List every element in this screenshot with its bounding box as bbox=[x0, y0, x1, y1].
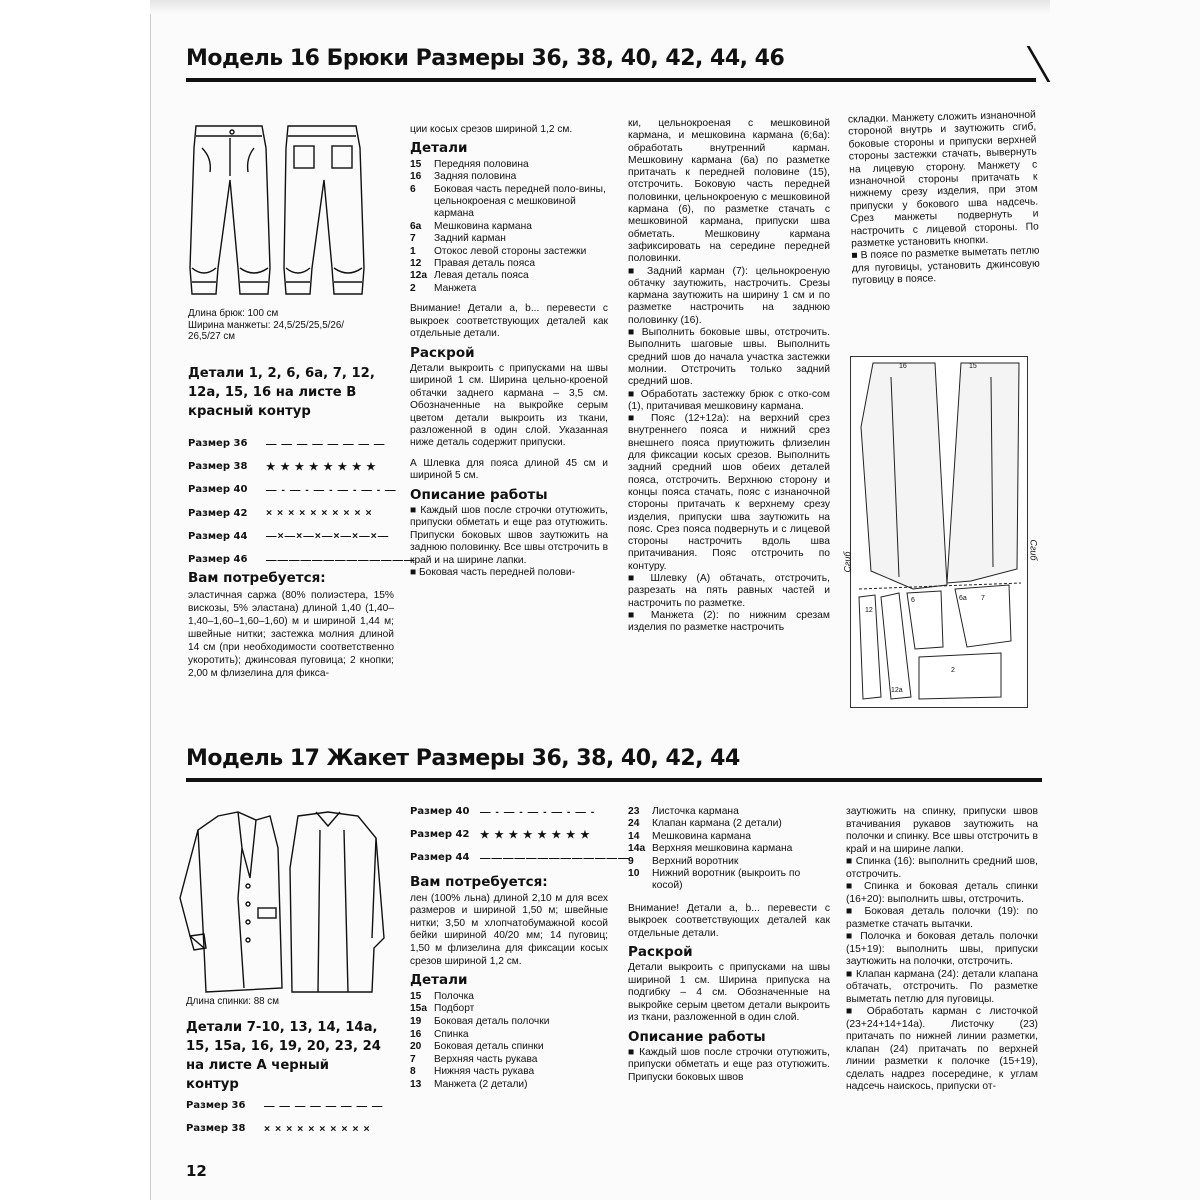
caption-line: Ширина манжеты: 24,5/25/25,5/26/ bbox=[188, 319, 345, 331]
size-row bbox=[186, 1117, 378, 1140]
size-line: — — — — — — — — bbox=[264, 1099, 384, 1112]
work-text: ■ Каждый шов после строчки отутюжить, припуски обметать и еще раз отутюжить. Припуски боковых швов bbox=[628, 1046, 830, 1083]
detail-item: 9 Верхний воротник bbox=[628, 855, 739, 867]
caption-line: 26,5/27 см bbox=[188, 331, 236, 342]
pattern-label: Сгиб bbox=[1028, 539, 1039, 561]
model17-caption: Длина спинки: 88 см bbox=[186, 996, 279, 1007]
details-heading: Детали bbox=[410, 140, 468, 157]
size-label: Размер 36 bbox=[186, 1100, 246, 1112]
cut-heading: Раскрой bbox=[410, 344, 475, 361]
detail-item: 20 Боковая деталь спинки bbox=[410, 1041, 544, 1053]
detail-item: 2 Манжета bbox=[410, 282, 477, 294]
detail-item: 13 Манжета (2 детали) bbox=[410, 1078, 528, 1090]
model17-rule bbox=[186, 778, 1042, 782]
size-label: Размер 40 bbox=[188, 484, 248, 496]
attention-note: Внимание! Детали a, b... перевести с выкроек соответствующих деталей как отдельные детали. bbox=[410, 303, 608, 340]
materials-heading: Вам потребуется: bbox=[410, 874, 548, 890]
work-heading: Описание работы bbox=[410, 486, 548, 503]
size-line: ————————————— bbox=[266, 553, 416, 566]
size-label: Размер 44 bbox=[410, 852, 470, 864]
pattern-label: 16 bbox=[899, 363, 907, 370]
model17-column-2 bbox=[410, 876, 608, 1092]
size-label: Размер 38 bbox=[186, 1123, 246, 1135]
detail-item: 14а Верхняя мешковина кармана bbox=[628, 843, 793, 855]
detail-item: 1 Отокос левой стороны застежки bbox=[410, 245, 587, 257]
page-top-edge bbox=[150, 0, 1050, 14]
model16-column-2 bbox=[410, 124, 608, 579]
pattern-label: 12а bbox=[891, 687, 903, 694]
model16-title: Модель 16 Брюки Размеры 36, 38, 40, 42, 44, 46 bbox=[186, 46, 785, 71]
size-line: × × × × × × × × × × bbox=[264, 1122, 371, 1135]
pattern-label: Сгиб bbox=[842, 551, 853, 573]
size-row bbox=[188, 432, 384, 455]
detail-item: 19 Боковая деталь полочки bbox=[410, 1015, 550, 1027]
model16-column-4 bbox=[848, 110, 1040, 289]
pattern-shapes bbox=[851, 357, 1026, 706]
materials-text: эластичная саржа (80% полиэстера, 15% вискозы, 5% эластана) длиной 1,40 (1,40–1,40–1,60–1,60–1,60) м и шириной 1,44 м; швейные нитки; застежка молния длиной 14 см (при необходимости соответственно укоротить); джинсовая пуговица; 2 кнопки; 2,00 м флизелина для фикса- bbox=[188, 589, 394, 679]
size-label: Размер 42 bbox=[188, 507, 248, 519]
materials-heading: Вам потребуется: bbox=[188, 570, 326, 586]
detail-item: 8 Нижняя часть рукава bbox=[410, 1066, 535, 1078]
detail-item: 23 Листочка кармана bbox=[628, 806, 739, 817]
model16-materials bbox=[188, 572, 394, 680]
work-text: заутюжить на спинку, припуски швов втачивания рукавов заутюжить на полочки и спинку. Все швы отстрочить в край и на ширине лапки. ■ Спинка (16): выполнить средний шов, отстрочить. ■ Спинка и боковая деталь спинки (16+20): выполнить швы, отстрочить. ■ Боковая деталь полочки (19): по разметке стачать вытачки. ■ Полочка и боковая деталь полочки (15+19): выполнить швы, припуски заутюжить на полочки, отстрочить. ■ Клапан кармана (24): детали клапана обтачать, отстрочить. По разметке выметать петлю для пуговицы. ■ Обработать карман с листочкой (23+24+14+14а). Листочку (23) притачать по нижней линии разметки, клапан (24) притачать по верхней линии разметки к полочке (15+19), сделать надрез посередине, к углам надсечь наискось, припуски от- bbox=[846, 806, 1038, 1092]
size-label: Размер 38 bbox=[188, 461, 248, 473]
detail-item: 15 Передняя половина bbox=[410, 158, 529, 170]
cut-text: Детали выкроить с припусками на швы шириной 1 см. Ширина припуска на подгибку – 4 см. Обозначенные на выкройке серым цветом детали выкроить из ткани, разложенной в один слой. bbox=[628, 962, 830, 1024]
size-row bbox=[188, 455, 384, 478]
size-row bbox=[410, 823, 590, 846]
caption-line: Длина брюк: 100 см bbox=[188, 308, 279, 319]
pattern-label: 12 bbox=[865, 607, 873, 614]
size-row bbox=[186, 1094, 384, 1117]
size-row bbox=[188, 548, 416, 571]
detail-item: 7 Верхняя часть рукава bbox=[410, 1053, 538, 1065]
cut-text: Детали выкроить с припусками на швы шириной 1 см. Ширина цельно-кроеной обтачки заднего кармана – 3,5 см. Обозначенные на выкройке серым цветом детали выкроить из ткани, разложенной в один слой. Указанная ниже деталь содержит припуски. bbox=[410, 362, 608, 449]
size-line: × × × × × × × × × × bbox=[266, 507, 373, 520]
strap-note: А Шлевка для пояса длиной 45 см и шириной 5 см. bbox=[410, 457, 608, 482]
size-row bbox=[188, 478, 397, 501]
size-label: Размер 46 bbox=[188, 554, 248, 566]
size-label: Размер 42 bbox=[410, 829, 470, 841]
detail-item: 6 Боковая часть передней поло-вины, цельнокроеная с мешковиной кармана bbox=[410, 183, 606, 220]
size-line: ★ ★ ★ ★ ★ ★ ★ ★ bbox=[266, 460, 377, 473]
model17-column-3 bbox=[628, 806, 830, 1084]
model16-rule bbox=[186, 78, 1036, 82]
detail-item: 15а Подборт bbox=[410, 1003, 475, 1015]
detail-item: 7 Задний карман bbox=[410, 233, 506, 245]
size-label: Размер 40 bbox=[410, 806, 470, 818]
detail-item: 10 Нижний воротник (выкроить по косой) bbox=[628, 868, 801, 892]
page-number: 12 bbox=[186, 1162, 207, 1180]
size-line: — - — - — - — - — - — bbox=[266, 483, 397, 496]
detail-item: 24 Клапан кармана (2 детали) bbox=[628, 818, 782, 830]
model16-details-note: Детали 1, 2, 6, 6а, 7, 12, 12а, 15, 16 на листе В красный контур bbox=[188, 366, 375, 419]
size-label: Размер 44 bbox=[188, 530, 248, 542]
detail-item: 14 Мешковина кармана bbox=[628, 830, 751, 842]
size-row bbox=[188, 525, 390, 548]
pattern-label: 6а bbox=[959, 595, 967, 602]
work-text: ■ Каждый шов после строчки отутюжить, припуски обметать и еще раз отутюжить. Припуски боковых швов заутюжить на заднюю половинку. Все швы отстрочить в край и на ширине лапки. ■ Боковая часть передней полови- bbox=[410, 504, 608, 578]
pattern-label: 7 bbox=[981, 595, 985, 602]
model16-caption bbox=[188, 308, 398, 343]
pattern-diagram bbox=[842, 356, 1039, 708]
model16-size-legend bbox=[188, 432, 416, 571]
detail-item: 16 Спинка bbox=[410, 1028, 469, 1040]
size-row bbox=[188, 502, 384, 525]
size-row bbox=[410, 800, 596, 823]
detail-item: 16 Задняя половина bbox=[410, 171, 517, 183]
size-row bbox=[410, 846, 630, 869]
materials-text: лен (100% льна) длиной 2,10 м для всех размеров и шириной 1,50 м; швейные нитки; 3,50 м хлопчатобумажной косой бейки шириной 40/20 мм; 14 пуговиц; 1,50 м флизелина для фиксации косых срезов шириной 1,2 см. bbox=[410, 892, 608, 967]
model16-column-3 bbox=[628, 118, 830, 634]
model17-size-legend-right bbox=[410, 800, 630, 870]
pattern-label: 2 bbox=[951, 667, 955, 674]
jacket-sketch bbox=[178, 808, 388, 996]
pattern-label: 6 bbox=[911, 597, 915, 604]
text-continued: ции косых срезов шириной 1,2 см. bbox=[410, 124, 573, 135]
size-line: — — — — — — — — bbox=[266, 437, 386, 450]
detail-item: 15 Полочка bbox=[410, 990, 474, 1002]
details-heading: Детали bbox=[410, 972, 468, 989]
size-line: ————————————— bbox=[480, 851, 630, 864]
trousers-sketch bbox=[188, 118, 378, 303]
detail-item: 12а Левая деталь пояса bbox=[410, 270, 529, 282]
work-heading: Описание работы bbox=[628, 1028, 766, 1045]
cut-heading: Раскрой bbox=[628, 944, 693, 961]
detail-item: 12 Правая деталь пояса bbox=[410, 258, 535, 270]
model17-column-4 bbox=[846, 806, 1038, 1094]
attention-note: Внимание! Детали a, b... перевести с выкроек соответствующих деталей как отдельные детали. bbox=[628, 902, 830, 939]
detail-item: 6а Мешковина кармана bbox=[410, 220, 532, 232]
size-line: ★ ★ ★ ★ ★ ★ ★ ★ bbox=[480, 828, 591, 841]
model17-size-legend-left bbox=[186, 1094, 384, 1140]
work-text: ки, цельнокроеная с мешковиной кармана, и мешковина кармана (6;6а): обработать внутренний карман. Мешковину кармана (6а) по разметке притачать к передней половине (15), отстрочить. Боковую часть передней половинки, цельнокроеную с мешковиной кармана (6), по разметке стачать с мешковиной кармана, припуски шва обметать. Мешковину кармана зафиксировать на середине передней половинки. ■ Задний карман (7): цельнокроеную обтачку заутюжить, настрочить. Срезы кармана заутюжить на ширину 1 см и по разметке настрочить на заднюю половинку (16). ■ Выполнить боковые швы, отстрочить. Выполнить шаговые швы. Выполнить средний шов до начала участка застежки молнии. Отстрочить только задний средний шов. ■ Обработать застежку брюк с отко-сом (1), притачивая мешковину кармана. ■ Пояс (12+12а): на верхний срез внутреннего пояса и нижний срез внешнего пояса приутюжить флизелин для фиксации косых срезов. Выполнить задний средний шов обеих деталей пояса, отстрочить. Верхнюю сторону и концы пояса стачать, пояс с изнаночной стороны притачать к верхнему срезу изделия, припуски шва заутюжить на пояс. Срез пояса подвернуть и с лицевой стороны настрочить вдоль шва притачивания. Пояс отстрочить по контуру. ■ Шлевку (А) обтачать, отстрочить, разрезать на пять равных частей и настрочить по разметке. ■ Манжета (2): по нижним срезам изделия по разметке настрочить bbox=[628, 118, 830, 634]
work-text: складки. Манжету сложить изнаночной стороной внутрь и заутюжить сгиб, боковые стороны и припуски верхней стороны застежки стачать, вывернуть на лицевую сторону. Манжету с изнаночной стороны притачать к нижнему срезу изделия, при этом припуски у бокового шва надсечь. Срез манжеты подвернуть и настрочить с лицевой стороны. По разметке установить кнопки. ■ В поясе по разметке выметать петлю для пуговицы, установить джинсовую пуговицу в поясе. bbox=[847, 109, 1040, 287]
size-label: Размер 36 bbox=[188, 438, 248, 450]
model17-details-note: Детали 7-10, 13, 14, 14а, 15, 15а, 16, 19, 20, 23, 24 на листе А черный контур bbox=[186, 1020, 381, 1092]
size-line: —×—×—×—×—×—×— bbox=[266, 530, 390, 543]
model17-title: Модель 17 Жакет Размеры 36, 38, 40, 42, 44 bbox=[186, 746, 740, 771]
size-line: — - — - — - — - — - bbox=[480, 805, 596, 818]
pattern-label: 15 bbox=[969, 363, 977, 370]
